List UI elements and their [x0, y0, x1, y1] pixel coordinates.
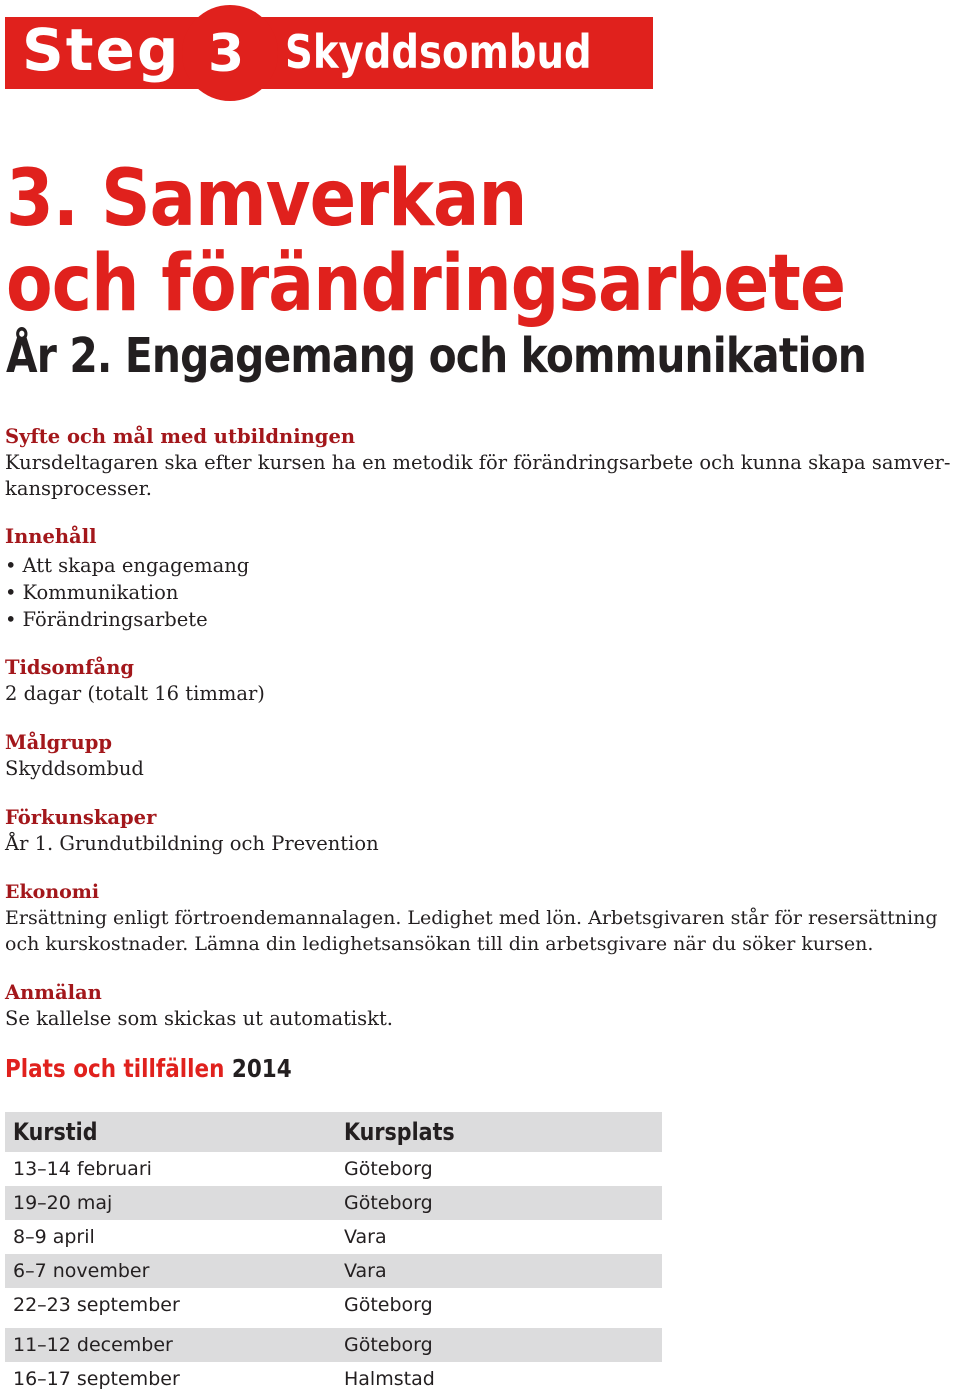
places-label: Plats och tillfällen: [5, 1054, 225, 1083]
course-title-line2: och förändringsarbete: [6, 239, 846, 329]
course-place: Göteborg: [344, 1158, 433, 1180]
places-heading: [5, 1053, 292, 1085]
course-place: Göteborg: [344, 1294, 433, 1316]
purpose-text: [5, 450, 960, 502]
places-year: 2014: [231, 1054, 292, 1083]
duration-section: [5, 655, 960, 707]
course-subtitle: År 2. Engagemang och kommunikation: [6, 328, 867, 384]
header-kurstid: Kurstid: [13, 1118, 98, 1146]
course-date: 13–14 februari: [13, 1158, 152, 1180]
course-place: Vara: [344, 1226, 387, 1248]
duration-text: 2 dagar (totalt 16 timmar): [5, 682, 265, 705]
table-row: [5, 1186, 662, 1220]
course-date: 19–20 maj: [13, 1192, 113, 1214]
registration-section: [5, 980, 960, 1032]
course-date: 16–17 september: [13, 1368, 180, 1390]
step-label: Steg: [22, 16, 181, 84]
registration-text: Se kallelse som skickas ut automatiskt.: [5, 1007, 394, 1030]
schedule-header-row: [5, 1112, 662, 1152]
table-row: [5, 1362, 662, 1396]
table-row: [5, 1328, 662, 1362]
course-date: 8–9 april: [13, 1226, 95, 1248]
prerequisites-section: [5, 805, 960, 857]
table-row: [5, 1254, 662, 1288]
step-number: 3: [208, 24, 245, 84]
prerequisites-heading: Förkunskaper: [5, 806, 157, 829]
content-item: • Förändringsarbete: [5, 606, 960, 633]
economy-text: Ersättning enligt förtroendemannalagen. Ledighet med lön. Arbetsgivaren står för resersättning och kurskostnader. Lämna din ledighetsansökan till din arbetsgivare när du söker kursen.: [5, 907, 938, 955]
schedule-table: [5, 1112, 662, 1396]
audience-text: Skyddsombud: [5, 757, 144, 780]
duration-heading: Tidsomfång: [5, 656, 135, 679]
course-date: 6–7 november: [13, 1260, 150, 1282]
purpose-section: [5, 424, 960, 502]
course-place: Göteborg: [344, 1192, 433, 1214]
step-role: Skyddsombud: [285, 25, 592, 79]
audience-section: [5, 730, 960, 782]
content-section: [5, 524, 960, 633]
course-date: 22–23 september: [13, 1294, 180, 1316]
table-row: [5, 1152, 662, 1186]
content-heading: Innehåll: [5, 525, 97, 548]
course-place: Vara: [344, 1260, 387, 1282]
content-item: • Att skapa engagemang: [5, 552, 960, 579]
header-kursplats: Kursplats: [344, 1118, 455, 1146]
audience-heading: Målgrupp: [5, 731, 112, 754]
economy-heading: Ekonomi: [5, 881, 100, 903]
course-place: Halmstad: [344, 1368, 435, 1390]
content-list: [5, 552, 960, 633]
prerequisites-text: År 1. Grundutbildning och Prevention: [5, 832, 379, 855]
course-title-line1: 3. Samverkan: [6, 154, 527, 244]
table-row: [5, 1288, 662, 1322]
course-date: 11–12 december: [13, 1334, 173, 1356]
content-item: • Kommunikation: [5, 579, 960, 606]
table-row: [5, 1220, 662, 1254]
course-place: Göteborg: [344, 1334, 433, 1356]
economy-section: [5, 879, 960, 957]
purpose-heading: Syfte och mål med utbildningen: [5, 425, 356, 448]
registration-heading: Anmälan: [5, 981, 102, 1004]
purpose-text-body: Kursdeltagaren ska efter kursen ha en metodik för förändringsarbete och kunna skapa samver- kansprocesser.: [5, 451, 951, 500]
